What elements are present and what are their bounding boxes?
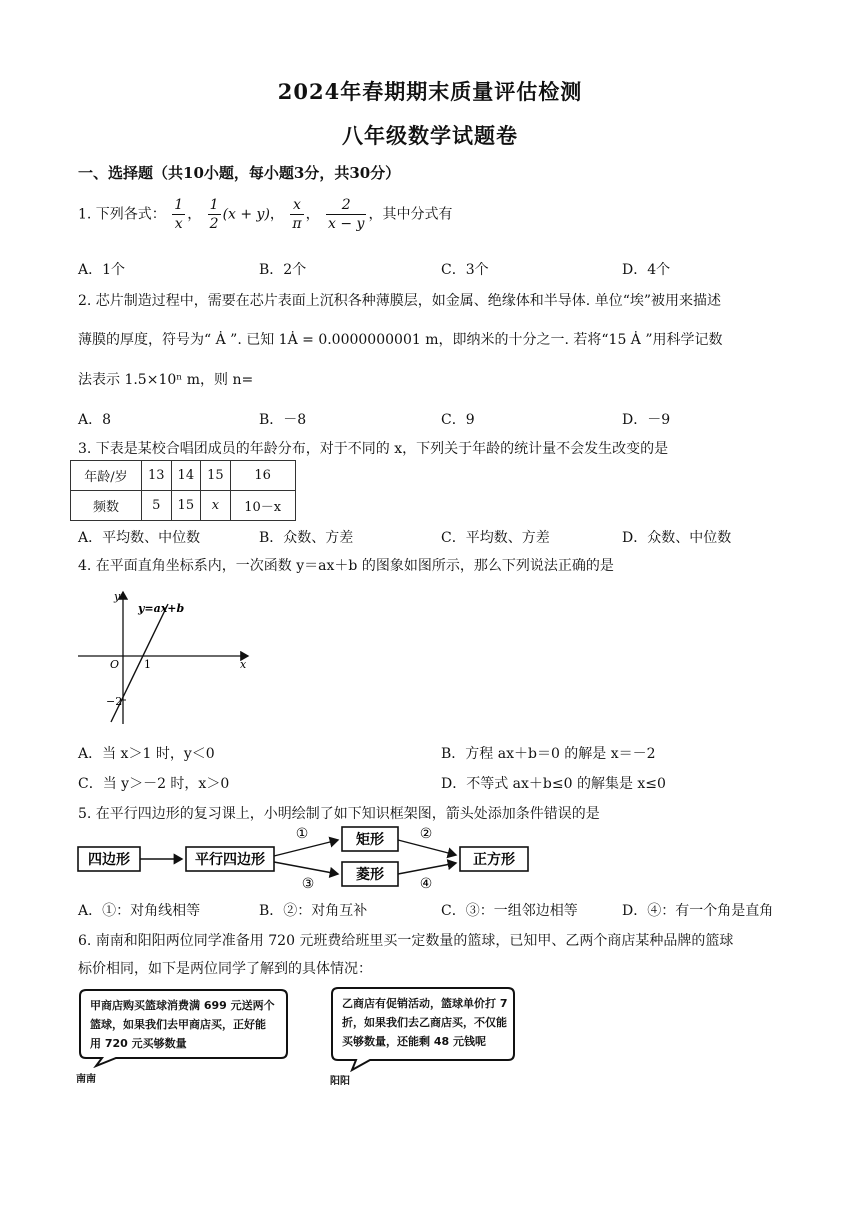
q1-option-c: C．3个 [441,262,489,278]
q2-option-d: D．－9 [622,412,671,428]
question-5-stem: 5. 在平行四边形的复习课上，小明绘制了如下知识框架图，箭头处添加条件错误的是 [78,806,600,822]
marker-1: ① [295,826,309,842]
fraction-2-coef: $\frac{1}{2}$ [209,197,219,232]
question-2-line-3: 法表示 1.5×10ⁿ m，则 n= [78,372,254,388]
marker-4: ④ [419,876,433,892]
q5-option-c: C．③：一组邻边相等 [441,903,578,919]
question-1-stem: 1. 下列各式： $\frac{1}{x}$ ， $\frac{1}{2}$ (x + y)， $\frac{x}{\pi}$ ， $\frac{2}{x - y}$ ，其中分式有 [78,197,453,232]
speaker-nannan: 南南 [76,1074,96,1085]
fraction-4: $\frac{2}{x - y}$ [328,197,365,232]
section-heading: 一、选择题（共10小题，每小题3分，共30分） [78,164,401,182]
node-quadrilateral-label: 四边形 [88,852,130,868]
table-cell: x [201,491,231,521]
table-cell: 14 [171,461,201,491]
question-4-stem: 4. 在平面直角坐标系内，一次函数 y＝ax＋b 的图象如图所示，那么下列说法正确的是 [78,558,614,574]
table-cell: 13 [142,461,172,491]
node-parallelogram-label: 平行四边形 [195,852,265,868]
origin-label: O [110,658,120,671]
q3-option-a: A．平均数、中位数 [78,530,201,546]
arrow-para-to-rhombus [274,862,338,874]
linear-function-graph [76,584,256,729]
line-equation-label: y=ax+b [138,602,185,615]
question-2-line-1: 2. 芯片制造过程中，需要在芯片表面上沉积各种薄膜层，如金属、绝缘体和半导体. 单位“埃”被用来描述 [78,293,722,309]
q1-option-d: D．4个 [622,262,671,278]
q4-option-b: B．方程 ax＋b＝0 的解是 x＝－2 [441,746,656,762]
q5-option-b: B．②：对角互补 [259,903,368,919]
speaker-yangyang: 阳阳 [330,1076,350,1087]
x-axis-label: x [240,658,247,671]
q3-option-b: B．众数、方差 [259,530,354,546]
question-6-line-2: 标价相同，如下是两位同学了解到的具体情况： [78,961,372,977]
question-2-line-2: 薄膜的厚度，符号为“ Ȧ ”. 已知 1Ȧ = 0.0000000001 m，即纳米的十分之一. 若将“15 Ȧ ”用科学记数 [78,332,723,348]
fraction-3: $\frac{x}{\pi}$ [292,197,302,232]
table-cell: 10－x [230,491,295,521]
table-row [71,461,296,491]
node-square-label: 正方形 [473,852,515,868]
table-cell: 5 [142,491,172,521]
exam-title: 2024年春期期末质量评估检测 [277,79,583,104]
arrow-rect-to-square [398,840,456,855]
age-frequency-table [70,460,296,521]
q5-option-d: D．④：有一个角是直角 [622,903,774,919]
marker-3: ③ [301,876,315,892]
table-cell: 16 [230,461,295,491]
q5-option-a: A．①：对角线相等 [78,903,201,919]
speech-bubble-right-text: 乙商店有促销活动，篮球单价打 7 折，如果我们去乙商店买，不仅能 买够数量，还能剩 48 元钱呢 [342,997,508,1048]
q2-option-b: B．－8 [259,412,307,428]
y-axis-label: y [114,590,121,603]
q2-option-a: A．8 [78,412,112,428]
speech-bubble-left-text: 甲商店购买篮球消费满 699 元送两个 篮球，如果我们去甲商店买，正好能 用 720 元买够数量 [90,999,275,1050]
question-3-stem: 3. 下表是某校合唱团成员的年龄分布，对于不同的 x，下列关于年龄的统计量不会发生改变的是 [78,441,669,457]
node-rhombus-label: 菱形 [356,867,384,883]
q4-option-c: C．当 y＞－2 时，x＞0 [78,776,230,792]
table-cell: 频数 [71,491,142,521]
marker-2: ② [419,826,433,842]
exam-subtitle: 八年级数学试题卷 [342,123,518,148]
q3-option-c: C．平均数、方差 [441,530,550,546]
q3-option-d: D．众数、中位数 [622,530,732,546]
arrow-rhombus-to-square [398,863,456,874]
x-intercept-label: 1 [144,658,151,671]
node-rectangle-label: 矩形 [356,832,384,848]
fraction-1: $\frac{1}{x}$ [174,197,184,232]
q2-option-c: C．9 [441,412,475,428]
y-intercept-label: −2 [106,695,123,708]
q1-option-a: A．1个 [78,262,126,278]
table-row [71,491,296,521]
table-cell: 15 [201,461,231,491]
q1-option-b: B．2个 [259,262,307,278]
question-6-line-1: 6. 南南和阳阳两位同学准备用 720 元班费给班里买一定数量的篮球，已知甲、乙两个商店某种品牌的篮球 [78,933,734,949]
table-cell: 年龄/岁 [71,461,142,491]
table-cell: 15 [171,491,201,521]
knowledge-framework-diagram [76,822,536,892]
arrow-para-to-rect [274,840,338,856]
q4-option-d: D．不等式 ax＋b≤0 的解集是 x≤0 [441,776,666,792]
q4-option-a: A．当 x＞1 时，y＜0 [78,746,215,762]
